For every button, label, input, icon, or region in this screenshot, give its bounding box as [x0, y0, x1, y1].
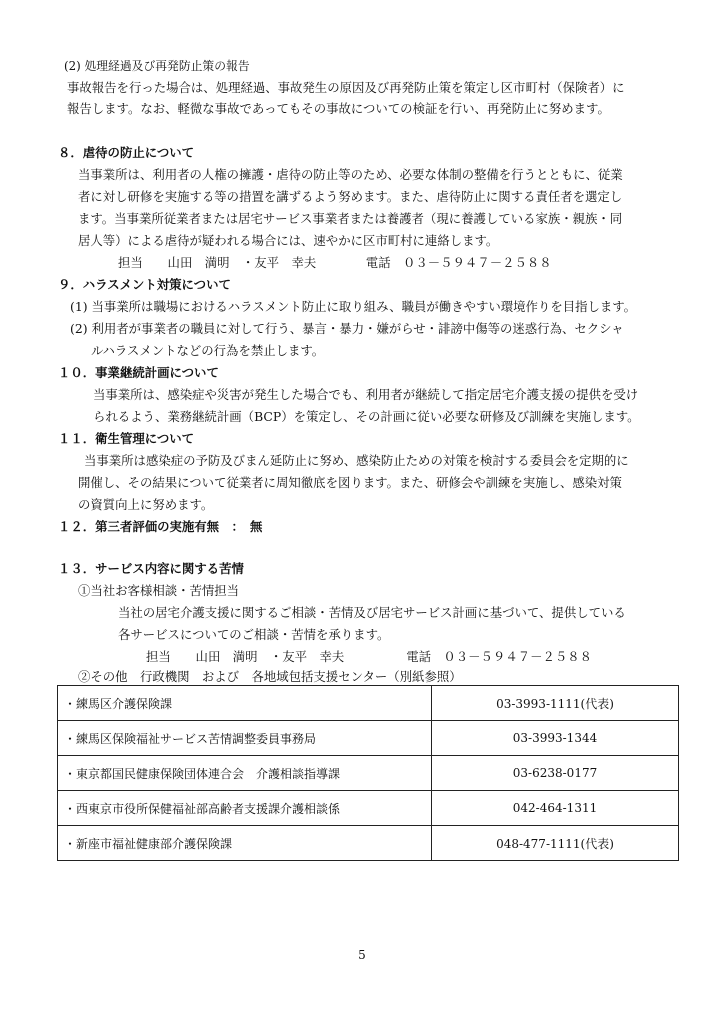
section-10-line-2: られるよう、業務継続計画（BCP）を策定し、その計画に従い必要な研修及び訓練を実施します。	[93, 409, 640, 424]
contact-name: ・東京都国民健康保険団体連合会 介護相談指導課	[58, 756, 432, 791]
contact-name: ・西東京市役所保健福祉部高齢者支援課介護相談係	[58, 791, 432, 826]
section-8-line-1: 当事業所は、利用者の人権の擁護・虐待の防止等のため、必要な体制の整備を行うとともに、従業	[78, 167, 623, 182]
contact-table	[57, 685, 679, 861]
section-9-heading: ９．ハラスメント対策について	[58, 277, 231, 292]
contact-phone: 03-3993-1344	[432, 721, 679, 756]
section-11-line-3: の資質向上に努めます。	[78, 497, 214, 512]
section-13-sub-2: ②その他 行政機関 および 各地域包括支援センター（別紙参照）	[78, 669, 462, 684]
contact-phone: 042-464-1311	[432, 791, 679, 826]
section-8-line-4: 居人等）による虐待が疑われる場合には、速やかに区市町村に連絡します。	[78, 233, 499, 248]
section-11-line-1: 当事業所は感染症の予防及びまん延防止に努め、感染防止ための対策を検討する委員会を定期的に	[84, 453, 629, 468]
section-8-line-3: ます。当事業所従業者または居宅サービス事業者または養護者（現に養護している家族・親族・同	[78, 211, 623, 226]
contact-name: ・練馬区保険福祉サービス苦情調整委員事務局	[58, 721, 432, 756]
contact-name: ・新座市福祉健康部介護保険課	[58, 826, 432, 861]
table-row	[58, 756, 679, 791]
section-11-line-2: 開催し、その結果について従業者に周知徹底を図ります。また、研修会や訓練を実施し、感染対策	[78, 475, 622, 490]
section-13-heading: １３．サービス内容に関する苦情	[58, 561, 244, 576]
section-2-heading: (2) 処理経過及び再発防止策の報告	[64, 59, 250, 73]
section-8-line-2: 者に対し研修を実施する等の措置を講ずるよう努めます。また、虐待防止に関する責任者を選定し	[78, 189, 623, 204]
section-2-line-2: 報告します。なお、軽微な事故であってもその事故についての検証を行い、再発防止に努めます。	[67, 101, 610, 116]
section-9-item-2a: (2) 利用者が事業者の職員に対して行う、暴言・暴力・嫌がらせ・誹謗中傷等の迷惑行為、セクシャ	[70, 321, 624, 336]
section-10-line-1: 当事業所は、感染症や災害が発生した場合でも、利用者が継続して指定居宅介護支援の提供を受け	[93, 387, 639, 402]
contact-phone: 048-477-1111(代表)	[432, 826, 679, 861]
section-8-contact: 担当 山田 満明 ・友平 幸夫 電話 ０３－５９４７－２５８８	[118, 255, 552, 270]
table-row	[58, 686, 679, 721]
section-13-contact: 担当 山田 満明 ・友平 幸夫 電話 ０３－５９４７－２５８８	[146, 649, 593, 664]
section-9-item-1: (1) 当事業所は職場におけるハラスメント防止に取り組み、職員が働きやすい環境作りを目指します。	[70, 299, 637, 314]
table-row	[58, 721, 679, 756]
section-11-heading: １１．衛生管理について	[58, 431, 195, 446]
section-13-sub-1: ①当社お客様相談・苦情担当	[78, 583, 240, 598]
table-row	[58, 826, 679, 861]
section-8-heading: ８．虐待の防止について	[58, 145, 195, 160]
section-10-heading: １０．事業継続計画について	[58, 365, 219, 380]
page-number: 5	[358, 948, 366, 962]
contact-phone: 03-6238-0177	[432, 756, 679, 791]
section-13-line-2: 各サービスについてのご相談・苦情を承ります。	[118, 627, 390, 642]
section-13-line-1: 当社の居宅介護支援に関するご相談・苦情及び居宅サービス計画に基づいて、提供している	[118, 605, 626, 620]
contact-name: ・練馬区介護保険課	[58, 686, 432, 721]
table-row	[58, 791, 679, 826]
section-9-item-2b: ルハラスメントなどの行為を禁止します。	[91, 343, 325, 358]
section-12-heading: １２．第三者評価の実施有無 ： 無	[58, 519, 263, 534]
section-2-line-1: 事故報告を行った場合は、処理経過、事故発生の原因及び再発防止策を策定し区市町村（保険者）に	[67, 80, 625, 95]
contact-phone: 03-3993-1111(代表)	[432, 686, 679, 721]
